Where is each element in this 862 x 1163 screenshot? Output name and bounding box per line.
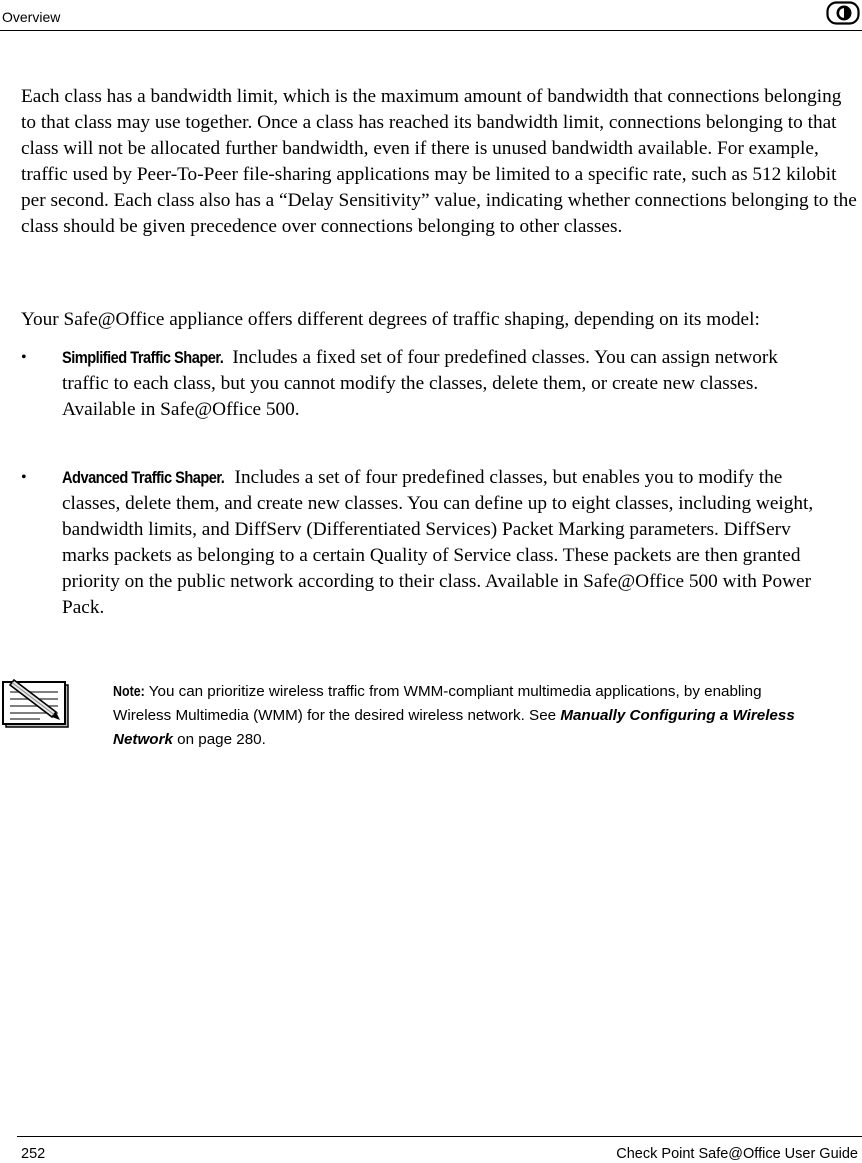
bullet-term: Simplified Traffic Shaper. (62, 348, 224, 367)
header-title: Overview (2, 9, 61, 25)
note-text-after: on page 280. (172, 731, 266, 748)
footer-guide-title: Check Point Safe@Office User Guide (616, 1146, 858, 1162)
bullet-text (62, 465, 821, 620)
bullet-dot: • (21, 349, 27, 366)
note-label: Note: (113, 683, 145, 700)
note-block (113, 680, 813, 752)
paragraph-traffic-shaping: Your Safe@Office appliance offers different degrees of traffic shaping, depending on its model: (21, 309, 760, 330)
bullet-description: Includes a set of four predefined classes, but enables you to modify the classes, delete them, and create new classes. You can define up to eight classes, including weight, bandwidth limits, and DiffServ (Differentiated Services) Packet Marking parameters. DiffServ marks packets as belonging to a certain Quality of Service class. These packets are then granted priority on the public network according to their class. Available in Safe@Office 500 with Power Pack. (62, 467, 814, 618)
footer-divider (17, 1136, 862, 1137)
footer-page-number: 252 (21, 1146, 46, 1162)
note-text: You can prioritize wireless traffic from WMM-compliant multimedia applications, by enabling Wireless Multimedia (WMM) for the desired wireless network. See (113, 683, 762, 724)
bullet-text (62, 345, 821, 423)
note-cross-reference-link[interactable]: Manually Configuring a Wireless Network (113, 707, 795, 748)
bullet-term: Advanced Traffic Shaper. (62, 468, 225, 487)
check-point-logo-icon (826, 1, 860, 25)
bullet-dot: • (21, 469, 27, 486)
note-pad-icon (0, 676, 72, 732)
header-divider (0, 30, 862, 31)
paragraph-bandwidth-limit: Each class has a bandwidth limit, which is the maximum amount of bandwidth that connections belonging to that class may use together. Once a class has reached its bandwidth limit, connections belonging to that class will not be allocated further bandwidth, even if there is unused bandwidth available. For example, traffic used by Peer-To-Peer file-sharing applications may be limited to a specific rate, such as 512 kilobit per second. Each class also has a “Delay Sensitivity” value, indicating whether connections belonging to the class should be given precedence over connections belonging to other classes. (21, 86, 857, 237)
page-header (0, 0, 862, 32)
bullet-description: Includes a fixed set of four predefined classes. You can assign network traffic to each class, but you cannot modify the classes, delete them, or create new classes. Available in Safe@Office 500. (62, 347, 778, 420)
